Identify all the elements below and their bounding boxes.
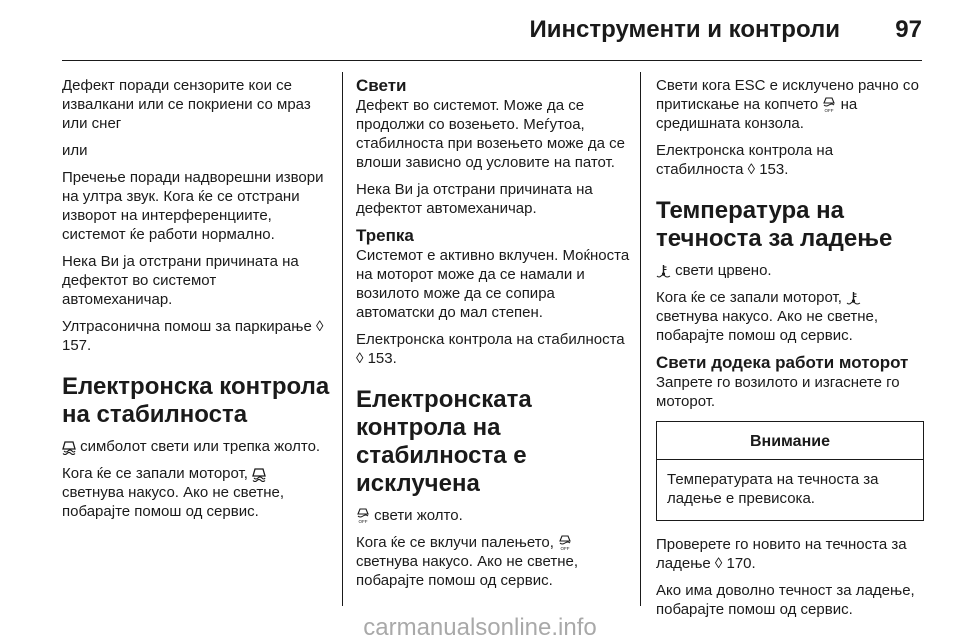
esc-off-icon (356, 508, 370, 524)
heading-esc-off: Електронската контрола на стабилноста е исклучена (356, 386, 532, 497)
page-reference-icon: ◊ (315, 318, 324, 335)
esc-icon (252, 467, 266, 482)
caution-title: Внимание (657, 422, 923, 460)
paragraph-enough-coolant: Ако има доволно течност за ладење, побарајте помош од сервис. (656, 582, 915, 618)
svg-text:OFF: OFF (358, 519, 368, 525)
paragraph-coolant-check: Кога ќе се запали моторот, светнува накусо. Ако не светне, побарајте помош од сервис. (656, 289, 878, 344)
page-reference-link[interactable]: 170. (726, 555, 756, 572)
paragraph-esc-off-check: Кога ќе се вклучи палењето, OFF светнува накусо. Ако не светне, побарајте помош од сервис. (356, 534, 578, 589)
page-reference-icon: ◊ (714, 555, 723, 572)
esc-icon (62, 440, 76, 455)
header-divider (62, 60, 922, 61)
paragraph-esc-check: Кога ќе се запали моторот, светнува накусо. Ако не светне, побарајте помош од сервис. (62, 465, 284, 520)
heading-coolant-temperature: Температура на течноста за ладење (656, 197, 893, 252)
esc-off-icon (558, 535, 572, 551)
svg-text:OFF: OFF (560, 546, 570, 552)
paragraph-system-active: Системот е активно вклучен. Моќноста на моторот може да се намали и возилото може да се сопира автоматски до мал степен. (356, 247, 630, 321)
paragraph-interference: Пречење поради надворешни извори на ултра звук. Кога ќе се отстрани изворот на интерференциите, системот ќе работи нормално. (62, 169, 324, 243)
esc-off-icon (822, 97, 836, 113)
paragraph-sensor-fault: Дефект поради сензорите кои се извалкани или се покриени со мраз или снег (62, 77, 311, 132)
page-number: 97 (895, 16, 922, 43)
caution-body: Температурата на течноста за ладење е превисока. (667, 471, 879, 507)
paragraph-esc-off-symbol: OFF свети жолто. (356, 506, 630, 525)
column-divider-2 (640, 72, 641, 606)
heading-esc: Електронска контрола на стабилноста (62, 373, 330, 428)
column-2 (356, 76, 630, 598)
paragraph-esc-symbol: симболот свети или трепка жолто. (62, 437, 330, 456)
column-3 (656, 76, 924, 627)
page-reference-icon: ◊ (356, 350, 364, 367)
page-reference-link[interactable]: 153. (367, 350, 397, 367)
page-reference-icon: ◊ (747, 161, 756, 178)
page-title: Иинструменти и контроли (529, 16, 840, 43)
column-1 (62, 76, 330, 529)
paragraph-system-fault: Дефект во системот. Може да се продолжи со возењето. Меѓутоа, стабилноста при возењето може да се влоши зависно од условите на патот. (356, 97, 626, 171)
paragraph-esc-ref: Електронска контрола на стабилноста ◊ 153. (656, 142, 834, 178)
paragraph-stop-vehicle: Запрете го возилото и изгаснете го моторот. (656, 374, 900, 410)
heading-lights: Свети (356, 76, 407, 95)
paragraph-esc-manual: Свети кога ESC е исклучено рачно со притискање на копчето OFF на средишната конзола. (656, 77, 919, 132)
page-header (62, 16, 922, 56)
paragraph-mechanic: Нека Ви ја отстрани причината на дефектот во системот автомеханичар. (62, 253, 299, 308)
page-reference-link[interactable]: 157. (62, 337, 92, 354)
paragraph-or: или (62, 142, 88, 159)
coolant-temperature-icon (656, 264, 671, 279)
paragraph-parking-ref: Ултрасонична помош за паркирање ◊ 157. (62, 318, 324, 354)
caution-box (656, 421, 924, 521)
watermark: carmanualsonline.info (363, 614, 597, 641)
heading-lights-while-running: Свети додека работи моторот (656, 353, 909, 372)
column-divider-1 (342, 72, 343, 606)
paragraph-coolant-symbol: свети црвено. (656, 261, 924, 280)
paragraph-check-level: Проверете го новито на течноста за ладење ◊ 170. (656, 536, 907, 572)
coolant-temperature-icon (846, 291, 861, 306)
page-reference-link[interactable]: 153. (759, 161, 789, 178)
paragraph-mechanic: Нека Ви ја отстрани причината на дефектот автомеханичар. (356, 181, 593, 217)
paragraph-esc-ref: Електронска контрола на стабилноста ◊ 153. (356, 331, 625, 367)
svg-text:OFF: OFF (824, 108, 834, 114)
heading-flashes: Трепка (356, 226, 414, 245)
